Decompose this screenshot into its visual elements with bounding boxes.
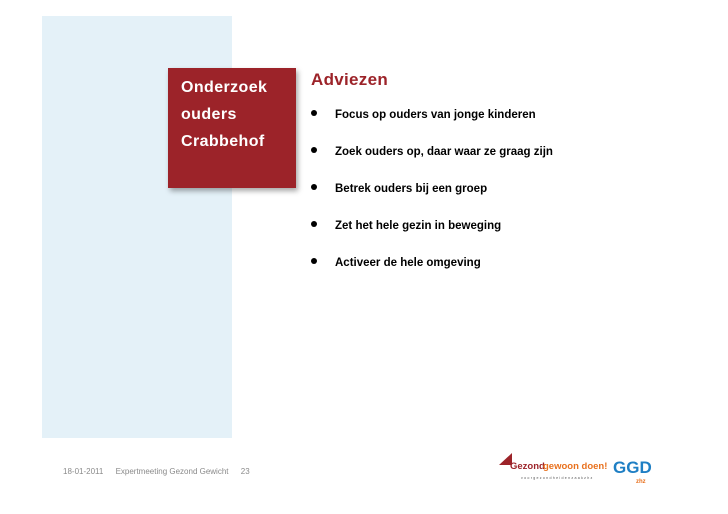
bullet-icon bbox=[311, 258, 317, 264]
bullet-icon bbox=[311, 147, 317, 153]
footer-page-number: 23 bbox=[240, 467, 250, 476]
footer-event: Expertmeeting Gezond Gewicht bbox=[115, 467, 229, 476]
title-box bbox=[168, 68, 296, 188]
ggd-sub-text: zhz bbox=[636, 479, 646, 485]
bullet-text: Activeer de hele omgeving bbox=[335, 257, 481, 269]
title-line: ouders bbox=[181, 106, 237, 123]
ggd-text: GGD bbox=[613, 458, 652, 477]
logo-tagline: voorgezondheidenzaakzhz bbox=[521, 476, 594, 480]
ggd-logo bbox=[612, 452, 660, 486]
gezond-gewoon-doen-logo bbox=[499, 451, 607, 485]
footer bbox=[63, 467, 260, 476]
bullet-text: Zet het hele gezin in beweging bbox=[335, 220, 502, 232]
bullet-icon bbox=[311, 110, 317, 116]
title-line: Crabbehof bbox=[181, 133, 265, 150]
footer-date: 18-01-2011 bbox=[63, 467, 104, 476]
bullet-icon bbox=[311, 184, 317, 190]
logo-gezond-text: Gezond bbox=[510, 461, 545, 472]
slide-heading: Adviezen bbox=[311, 70, 389, 89]
logo-gewoon-doen-text: gewoon doen! bbox=[543, 461, 607, 472]
title-line: Onderzoek bbox=[181, 79, 268, 96]
bullet-text: Betrek ouders bij een groep bbox=[335, 183, 488, 195]
bullet-icon bbox=[311, 221, 317, 227]
bullet-text: Zoek ouders op, daar waar ze graag zijn bbox=[335, 146, 553, 158]
bullet-text: Focus op ouders van jonge kinderen bbox=[335, 109, 536, 121]
